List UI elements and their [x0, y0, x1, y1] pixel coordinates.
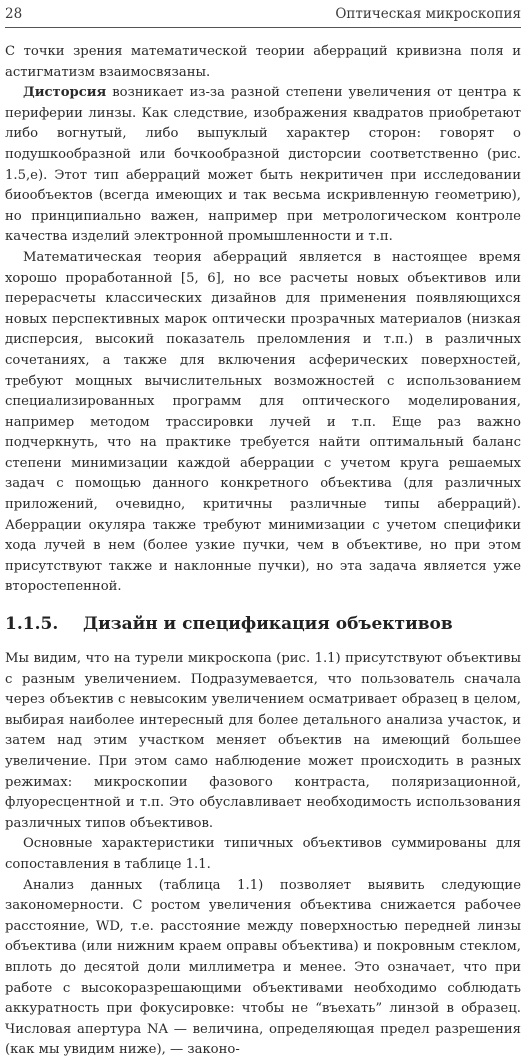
paragraph-turret: Мы видим, что на турели микроскопа (рис. 1.1) присутствуют объективы с разным увеличением. Подразумевается, что пользователь сначала через объектив с невысоким увеличением осматривает образец в целом, выбирая наиболее интересный для более детального анализа участок, и затем над этим участком меняет объектив на имеющий большее увеличение. При этом само наблюдение может происходить в разных режимах: микроскопии фазового контраста, поляризационной, флуоресцентной и т.п. Это обуславливает необходимость использования различных типов объективов.	[5, 651, 521, 831]
page-number: 28	[5, 6, 23, 22]
paragraph-table-ref: Основные характеристики типичных объективов суммированы для сопоставления в таблице 1.1.	[5, 836, 521, 872]
page-body	[5, 42, 521, 1061]
paragraph-analysis: Анализ данных (таблица 1.1) позволяет выявить следующие закономерности. С ростом увеличения объектива снижается рабочее расстояние, WD, т.е. расстояние между поверхностью передней линзы объектива (или нижним краем оправы объектива) и покровным стеклом, вплоть до десятой доли миллиметра и менее. Это означает, что при работе с высокоразрешающими объективами необходимо соблюдать аккуратность при фокусировке: чтобы не “въехать” линзой в образец. Числовая апертура NA — величина, определяющая предел разрешения (как мы увидим ниже), — законо-	[5, 877, 521, 1058]
section-number: 1.1.5.	[5, 614, 59, 635]
paragraph-astigmatism: С точки зрения математической теории аберраций кривизна поля и астигматизм взаимосвязаны.	[5, 44, 521, 80]
running-title: Оптическая микроскопия	[335, 6, 521, 22]
paragraph-aberration-theory: Математическая теория аберраций является в настоящее время хорошо проработанной [5, 6], но все расчеты новых объективов или перерасчеты классических дизайнов для применения появляющихся новых перспективных марок оптически прозрачных материалов (низкая дисперсия, высокий показатель преломления и т.п.) в различных сочетаниях, а также для включения асферических поверхностей, требуют мощных вычислительных возможностей с использованием специализированных программ для оптического моделирования, например методом трассировки лучей и т.п. Еще раз важно подчеркнуть, что на практике требуется найти оптимальный баланс степени минимизации каждой аберрации с учетом круга решаемых задач с помощью данного конкретного объектива (для различных приложений, очевидно, критичны различные типы аберраций). Аберрации окуляра также требуют минимизации с учетом специфики хода лучей в нем (более узкие пучки, чем в объективе, но при этом присутствуют также и наклонные пучки), но эта задача является уже второстепенной.	[5, 249, 521, 595]
section-heading	[5, 613, 521, 635]
running-head	[5, 3, 521, 28]
section-title: Дизайн и спецификация объективов	[83, 614, 453, 635]
term-distortion: Дисторсия	[23, 85, 107, 101]
paragraph-distortion: Дисторсия возникает из-за разной степени увеличения от центра к периферии линзы. Как следствие, изображения квадратов приобретают либо вогнутый, либо выпуклый характер сторон: говорят о подушкообразной или бочкообразной дисторсии соответственно (рис. 1.5,е). Этот тип аберраций может быть некритичен при исследовании биообъектов (всегда имеющих и так весьма искривленную геометрию), но принципиально важен, например при метрологическом контроле качества изделий электронной промышленности и т.п.	[5, 85, 521, 245]
